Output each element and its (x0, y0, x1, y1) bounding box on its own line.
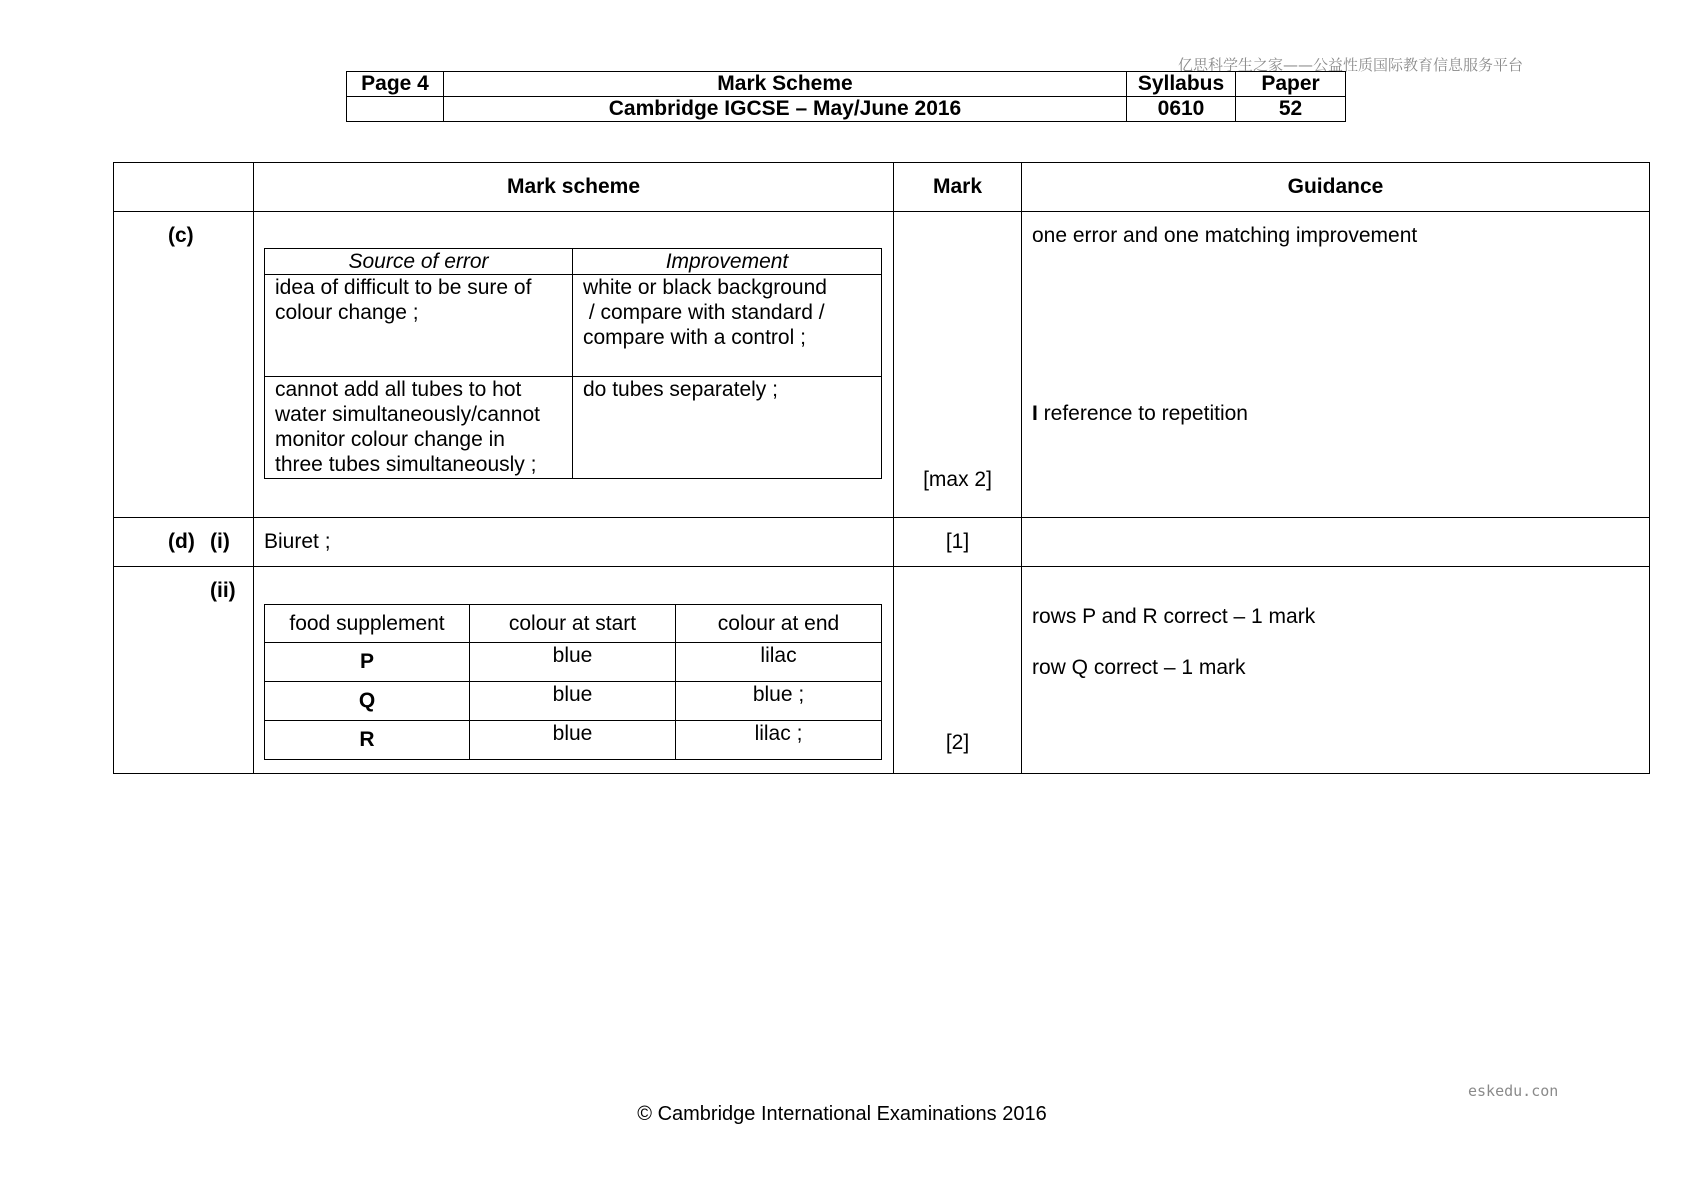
mark-cell-c (894, 212, 1022, 518)
food-supplement-header: food supplement (265, 605, 470, 643)
copyright-footer: © Cambridge International Examinations 2016 (637, 1103, 1047, 1125)
error-improvement-table (264, 248, 882, 479)
mark-scheme-title: Mark Scheme (444, 72, 1127, 97)
guidance-line: rows P and R correct – 1 mark (1032, 605, 1316, 628)
question-sublabel-ii: (ii) (210, 579, 236, 602)
food-supplement-table (264, 604, 882, 760)
watermark-bottom: eskedu.con (1468, 1082, 1559, 1100)
paper-label: Paper (1236, 72, 1346, 97)
table-row (114, 567, 1650, 774)
guidance-cell-d-i (1022, 518, 1650, 567)
colour-end-p: lilac (676, 643, 882, 682)
error-line: water simultaneously/cannot (275, 403, 540, 426)
guidance-cell-d-ii (1022, 567, 1650, 774)
empty-cell (347, 97, 444, 122)
page-number: Page 4 (347, 72, 444, 97)
guidance-line: one error and one matching improvement (1032, 224, 1418, 247)
guidance-line: row Q correct – 1 mark (1032, 656, 1246, 679)
table-row (265, 721, 882, 760)
syllabus-code: 0610 (1127, 97, 1236, 122)
colour-end-q: blue ; (676, 682, 882, 721)
guidance-column-header: Guidance (1022, 163, 1650, 212)
improvement-line: / compare with standard / (583, 301, 825, 324)
colour-end-r: lilac ; (676, 721, 882, 760)
ignore-text: reference to repetition (1037, 402, 1248, 425)
error-line: three tubes simultaneously ; (275, 453, 537, 476)
error-line: monitor colour change in (275, 428, 505, 451)
error-line: colour change ; (275, 301, 419, 324)
row-label-r: R (265, 721, 470, 760)
colour-start-q: blue (470, 682, 676, 721)
ignore-marker: I (1032, 402, 1038, 425)
mark-cell-d-i (894, 518, 1022, 567)
question-sublabel-i: (i) (210, 530, 230, 553)
colour-start-p: blue (470, 643, 676, 682)
error-line: cannot add all tubes to hot (275, 378, 522, 401)
improvement-cell (573, 377, 882, 479)
table-row (114, 518, 1650, 567)
guidance-line (1032, 402, 1248, 426)
mark-scheme-cell-d-i (254, 518, 894, 567)
colour-at-start-header: colour at start (470, 605, 676, 643)
mark-column-header: Mark (894, 163, 1022, 212)
question-label-d: (d) (168, 530, 195, 553)
colour-at-end-header: colour at end (676, 605, 882, 643)
mark-scheme-cell-d-ii (254, 567, 894, 774)
source-of-error-header: Source of error (265, 249, 573, 275)
paper-number: 52 (1236, 97, 1346, 122)
improvement-header: Improvement (573, 249, 882, 275)
mark-value-d-i: [1] (945, 530, 970, 553)
table-row (114, 212, 1650, 518)
improvement-line: do tubes separately ; (583, 378, 778, 401)
syllabus-label: Syllabus (1127, 72, 1236, 97)
mark-scheme-cell-c (254, 212, 894, 518)
table-row (265, 275, 882, 377)
exam-title: Cambridge IGCSE – May/June 2016 (444, 97, 1127, 122)
row-label-q: Q (265, 682, 470, 721)
question-cell-d-i (114, 518, 254, 567)
question-cell-d-ii (114, 567, 254, 774)
colour-start-r: blue (470, 721, 676, 760)
mark-value-d-ii: [2] (945, 731, 970, 754)
watermark-top: 亿思科学生之家——公益性质国际教育信息服务平台 (1178, 56, 1524, 74)
improvement-line: white or black background (583, 276, 827, 299)
question-column-header (114, 163, 254, 212)
improvement-line: compare with a control ; (583, 326, 806, 349)
answer-text: Biuret ; (264, 530, 331, 553)
error-cell (265, 377, 573, 479)
mark-value-c: [max 2] (923, 468, 992, 491)
mark-cell-d-ii (894, 567, 1022, 774)
improvement-cell (573, 275, 882, 377)
table-row (265, 682, 882, 721)
question-label-c: (c) (168, 224, 194, 247)
guidance-cell-c (1022, 212, 1650, 518)
table-row (265, 377, 882, 479)
question-cell-c (114, 212, 254, 518)
table-row (265, 643, 882, 682)
mark-scheme-table (113, 162, 1650, 774)
row-label-p: P (265, 643, 470, 682)
header-table (346, 71, 1346, 122)
error-cell (265, 275, 573, 377)
error-line: idea of difficult to be sure of (275, 276, 532, 299)
mark-scheme-column-header: Mark scheme (254, 163, 894, 212)
